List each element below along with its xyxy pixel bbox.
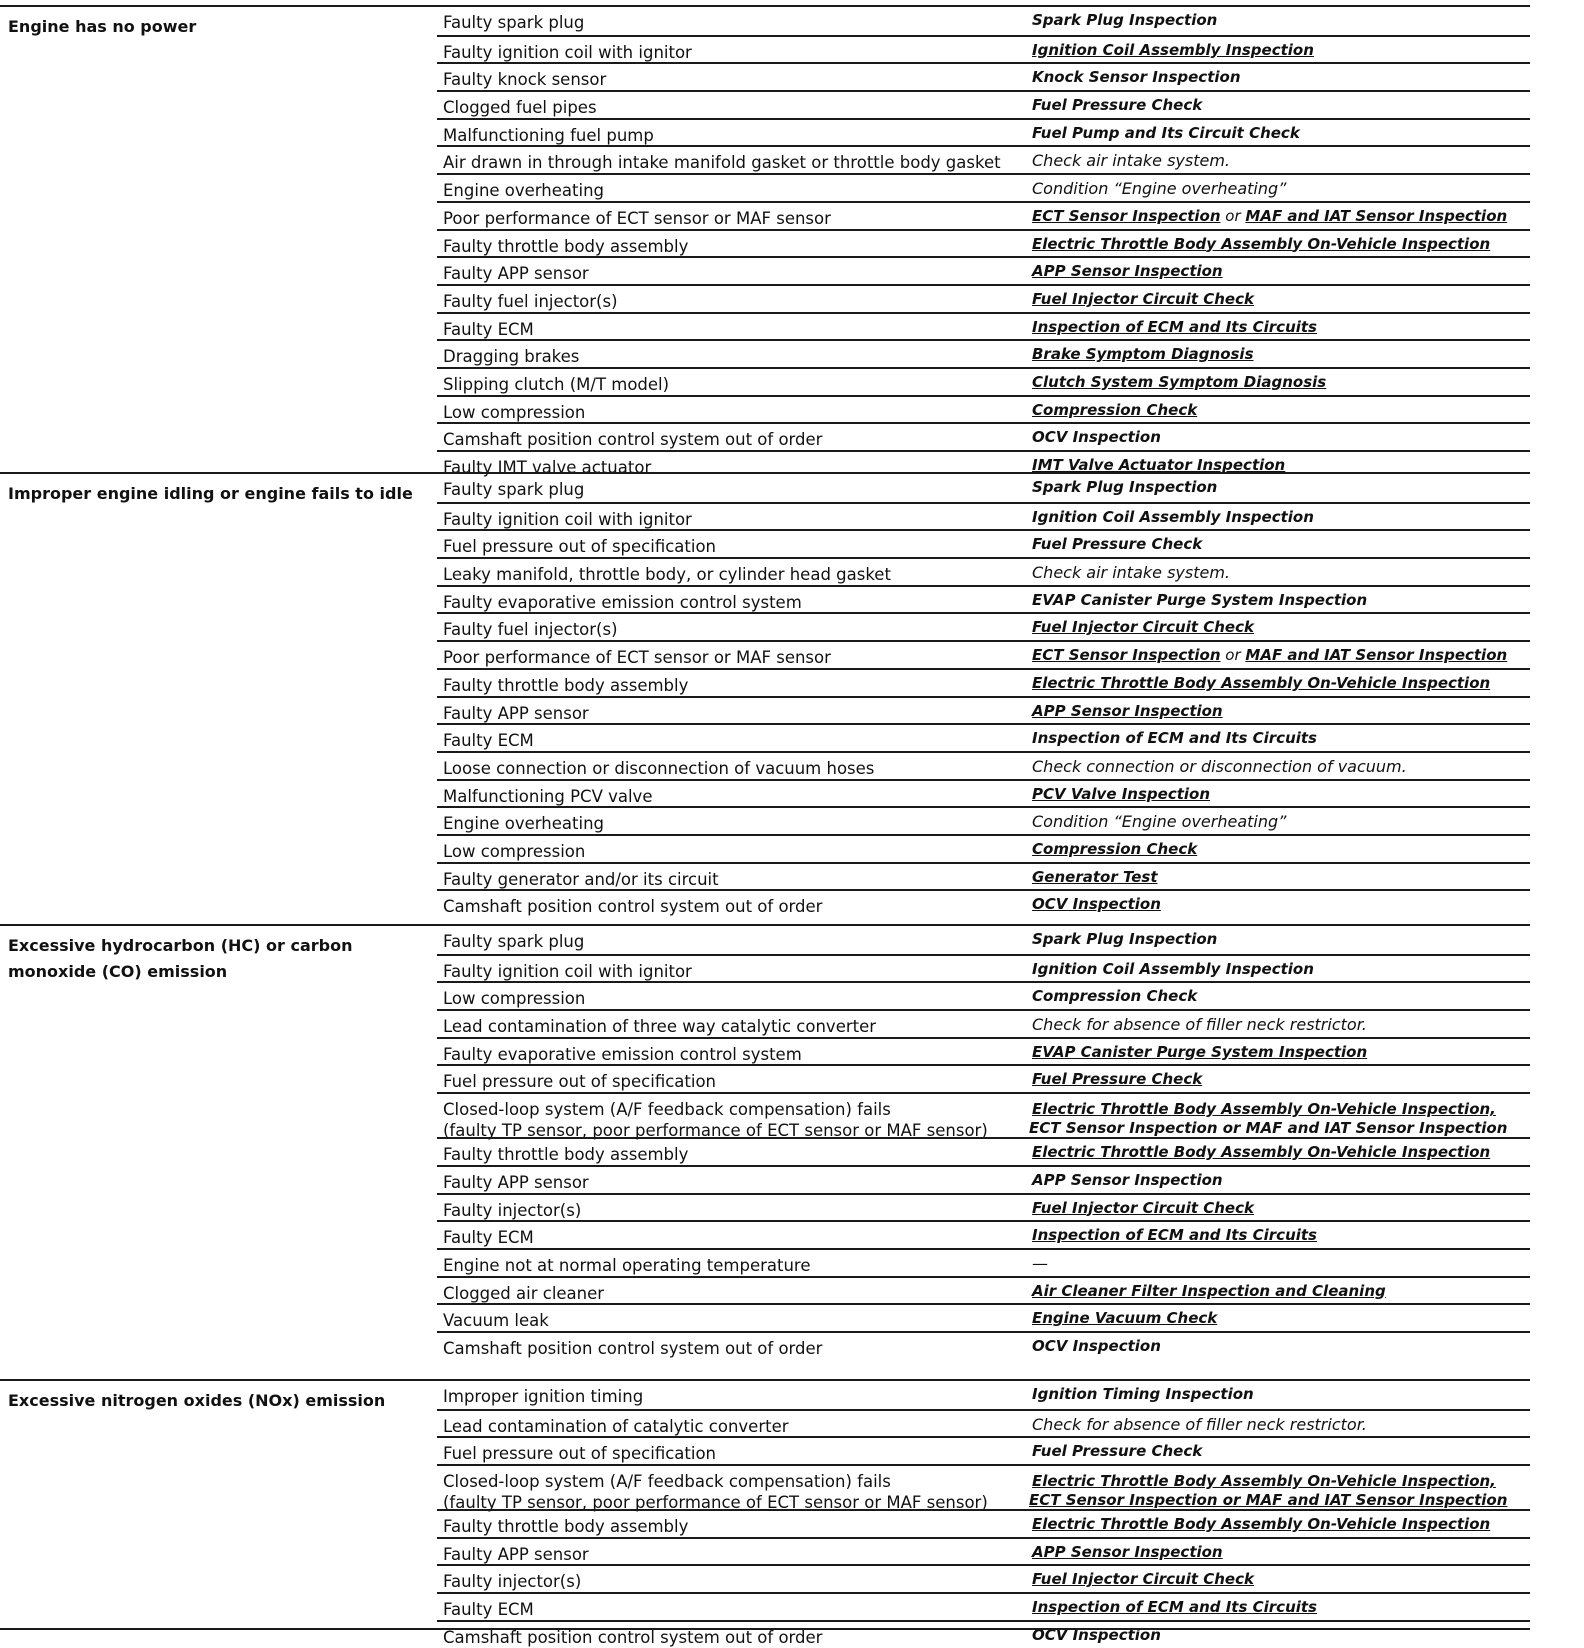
table-row	[437, 118, 1530, 146]
possible-cause: Faulty spark plug	[443, 13, 585, 32]
table-row	[437, 145, 1530, 173]
possible-cause: Faulty injector(s)	[443, 1572, 582, 1592]
possible-cause: Faulty APP sensor	[443, 264, 589, 284]
table-row	[437, 339, 1530, 367]
possible-cause: Poor performance of ECT sensor or MAF sensor	[443, 208, 831, 228]
table-row	[437, 1276, 1530, 1304]
reference-link[interactable]	[1032, 207, 1527, 226]
table-row	[437, 954, 1530, 982]
condition-group	[0, 924, 1530, 1359]
possible-cause: Faulty throttle body assembly	[443, 675, 689, 695]
reference-link[interactable]: Compression Check	[1032, 839, 1198, 858]
possible-cause: Faulty ECM	[443, 1228, 534, 1248]
possible-cause: Malfunctioning fuel pump	[443, 125, 654, 145]
cause-rows	[437, 7, 1530, 478]
table-row	[437, 1592, 1530, 1620]
ref-part: Electric Throttle Body Assembly On-Vehicle Inspection,	[1032, 1472, 1496, 1491]
reference-link[interactable]: Spark Plug Inspection	[1032, 11, 1218, 29]
possible-cause: Improper ignition timing	[443, 1387, 644, 1406]
reference-link[interactable]: Electric Throttle Body Assembly On-Vehicle Inspection	[1032, 1143, 1491, 1162]
table-row	[437, 889, 1530, 917]
possible-cause: Clogged fuel pipes	[443, 98, 597, 118]
possible-cause: Camshaft position control system out of order	[443, 430, 823, 450]
reference-link[interactable]: Fuel Pump and Its Circuit Check	[1032, 123, 1300, 142]
table-row	[437, 1193, 1530, 1221]
table-row	[437, 981, 1530, 1009]
possible-cause: Loose connection or disconnection of vacuum hoses	[443, 758, 875, 778]
reference-link[interactable]: Brake Symptom Diagnosis	[1032, 345, 1254, 364]
reference-link[interactable]: Generator Test	[1032, 867, 1158, 886]
reference-link[interactable]: OCV Inspection	[1032, 428, 1161, 447]
table-row	[437, 529, 1530, 557]
reference-link[interactable]: Fuel Pressure Check	[1032, 535, 1203, 554]
possible-cause: Faulty ECM	[443, 319, 534, 339]
table-row	[437, 474, 1530, 502]
table-row	[437, 585, 1530, 613]
ref-part: ECT Sensor Inspection or MAF and IAT Sensor Inspection	[1029, 1491, 1508, 1510]
possible-cause: Faulty IMT valve actuator	[443, 458, 652, 477]
reference-link[interactable]: Inspection of ECM and Its Circuits	[1032, 317, 1317, 336]
possible-cause: Faulty ECM	[443, 1600, 534, 1620]
table-row	[437, 35, 1530, 63]
possible-cause: Faulty spark plug	[443, 480, 585, 499]
possible-cause: Air drawn in through intake manifold gasket or throttle body gasket	[443, 153, 1001, 173]
ref-part: or	[1220, 206, 1246, 225]
reference-link[interactable]: Fuel Pressure Check	[1032, 1070, 1203, 1089]
table-row	[437, 1509, 1530, 1537]
table-row	[437, 1464, 1530, 1513]
reference-link[interactable]: Fuel Injector Circuit Check	[1032, 1570, 1254, 1589]
reference-link[interactable]: Ignition Coil Assembly Inspection	[1032, 40, 1314, 59]
reference-link[interactable]: Air Cleaner Filter Inspection and Cleaning	[1032, 1281, 1386, 1300]
cause-rows	[437, 926, 1530, 1359]
possible-cause: Faulty ignition coil with ignitor	[443, 961, 692, 981]
possible-cause: Faulty generator and/or its circuit	[443, 869, 719, 889]
table-row	[437, 779, 1530, 807]
reference-link[interactable]: Electric Throttle Body Assembly On-Vehicle Inspection	[1032, 234, 1491, 253]
possible-cause: Camshaft position control system out of order	[443, 897, 823, 917]
possible-cause: Low compression	[443, 402, 586, 422]
reference-link: Check connection or disconnection of vacuum.	[1032, 756, 1407, 776]
possible-cause: Closed-loop system (A/F feedback compensation) fails (faulty TP sensor, poor performance of ECT sensor or MAF sensor)	[443, 1100, 988, 1141]
reference-link[interactable]: APP Sensor Inspection	[1032, 1542, 1223, 1561]
reference-link[interactable]: APP Sensor Inspection	[1032, 1170, 1223, 1189]
reference-link[interactable]: PCV Valve Inspection	[1032, 784, 1211, 803]
reference-link[interactable]	[1029, 1472, 1527, 1510]
possible-cause: Faulty injector(s)	[443, 1200, 582, 1220]
possible-cause: Closed-loop system (A/F feedback compensation) fails (faulty TP sensor, poor performance of ECT sensor or MAF sensor)	[443, 1472, 988, 1513]
possible-cause: Slipping clutch (M/T model)	[443, 374, 670, 394]
table-row	[437, 1037, 1530, 1065]
table-row	[437, 284, 1530, 312]
table-row	[437, 1064, 1530, 1092]
table-row	[437, 7, 1530, 35]
table-bottom-rule	[0, 1628, 1530, 1630]
possible-cause: Faulty fuel injector(s)	[443, 291, 618, 311]
reference-link[interactable]: Ignition Timing Inspection	[1032, 1385, 1254, 1403]
reference-link[interactable]: OCV Inspection	[1032, 1625, 1161, 1644]
reference-link[interactable]	[1032, 646, 1527, 665]
reference-link[interactable]: Electric Throttle Body Assembly On-Vehicle Inspection	[1032, 1515, 1491, 1534]
table-row	[437, 312, 1530, 340]
possible-cause: Engine not at normal operating temperature	[443, 1255, 811, 1275]
possible-cause: Dragging brakes	[443, 347, 580, 367]
reference-link[interactable]: Inspection of ECM and Its Circuits	[1032, 729, 1317, 748]
reference-link[interactable]: EVAP Canister Purge System Inspection	[1032, 590, 1368, 609]
reference-link[interactable]: Engine Vacuum Check	[1032, 1309, 1218, 1328]
possible-cause: Malfunctioning PCV valve	[443, 786, 653, 806]
reference-link[interactable]: Spark Plug Inspection	[1032, 478, 1218, 496]
possible-cause: Faulty APP sensor	[443, 1544, 589, 1564]
condition-group	[0, 1379, 1530, 1648]
reference-link[interactable]: Fuel Pressure Check	[1032, 96, 1203, 115]
reference-link[interactable]: Inspection of ECM and Its Circuits	[1032, 1598, 1317, 1617]
possible-cause: Lead contamination of catalytic converter	[443, 1416, 789, 1436]
reference-link[interactable]: Ignition Coil Assembly Inspection	[1032, 959, 1314, 978]
table-row	[437, 1620, 1530, 1648]
reference-link[interactable]: Fuel Pressure Check	[1032, 1442, 1203, 1461]
possible-cause: Faulty knock sensor	[443, 70, 607, 90]
table-row	[437, 1537, 1530, 1565]
reference-link[interactable]: Compression Check	[1032, 400, 1198, 419]
reference-link[interactable]: Fuel Injector Circuit Check	[1032, 289, 1254, 308]
table-row	[437, 668, 1530, 696]
table-row	[437, 422, 1530, 450]
ref-part: MAF and IAT Sensor Inspection	[1245, 206, 1508, 225]
reference-link[interactable]: OCV Inspection	[1032, 895, 1161, 914]
possible-cause: Faulty ignition coil with ignitor	[443, 42, 692, 62]
table-row	[437, 62, 1530, 90]
table-row	[437, 256, 1530, 284]
table-row	[437, 1009, 1530, 1037]
table-row	[437, 90, 1530, 118]
condition-label: Engine has no power	[8, 17, 197, 36]
reference-link[interactable]: Inspection of ECM and Its Circuits	[1032, 1226, 1317, 1245]
table-row	[437, 201, 1530, 229]
table-row	[437, 1092, 1530, 1141]
reference-link: Condition “Engine overheating”	[1032, 812, 1287, 832]
table-row	[437, 1165, 1530, 1193]
reference-link: Check for absence of filler neck restrictor.	[1032, 1015, 1367, 1035]
reference-link: Check air intake system.	[1032, 563, 1231, 583]
table-row	[437, 395, 1530, 423]
ref-part: Electric Throttle Body Assembly On-Vehicle Inspection,	[1032, 1100, 1496, 1119]
condition-group	[0, 472, 1530, 917]
table-row	[437, 640, 1530, 668]
reference-link[interactable]: APP Sensor Inspection	[1032, 262, 1223, 281]
possible-cause: Faulty throttle body assembly	[443, 1517, 689, 1537]
possible-cause: Fuel pressure out of specification	[443, 1444, 717, 1464]
table-row	[437, 1409, 1530, 1437]
table-row	[437, 1436, 1530, 1464]
reference-link: Check air intake system.	[1032, 151, 1231, 171]
reference-link[interactable]: OCV Inspection	[1032, 1336, 1161, 1355]
possible-cause: Camshaft position control system out of order	[443, 1627, 823, 1647]
table-row	[437, 173, 1530, 201]
reference-link[interactable]: APP Sensor Inspection	[1032, 701, 1223, 720]
possible-cause: Poor performance of ECT sensor or MAF sensor	[443, 648, 831, 668]
table-row	[437, 1137, 1530, 1165]
possible-cause: Faulty evaporative emission control system	[443, 592, 802, 612]
table-row	[437, 502, 1530, 530]
ref-part: MAF and IAT Sensor Inspection	[1245, 646, 1508, 665]
reference-link[interactable]: Spark Plug Inspection	[1032, 930, 1218, 948]
possible-cause: Engine overheating	[443, 181, 605, 201]
table-row	[437, 229, 1530, 257]
possible-cause: Faulty evaporative emission control system	[443, 1044, 802, 1064]
reference-link: Condition “Engine overheating”	[1032, 179, 1287, 199]
table-row	[437, 751, 1530, 779]
possible-cause: Fuel pressure out of specification	[443, 537, 717, 557]
reference-link[interactable]: EVAP Canister Purge System Inspection	[1032, 1042, 1368, 1061]
possible-cause: Lead contamination of three way catalytic converter	[443, 1017, 877, 1037]
condition-label: Excessive hydrocarbon (HC) or carbon monoxide (CO) emission	[8, 936, 353, 981]
table-row	[437, 612, 1530, 640]
ref-part: ECT Sensor Inspection or MAF and IAT Sensor Inspection	[1029, 1119, 1508, 1138]
ref-part: ECT Sensor Inspection	[1032, 206, 1221, 225]
table-row	[437, 806, 1530, 834]
reference-link[interactable]	[1029, 1100, 1527, 1138]
cause-rows	[437, 1381, 1530, 1648]
possible-cause: Engine overheating	[443, 814, 605, 834]
table-row	[437, 862, 1530, 890]
possible-cause: Leaky manifold, throttle body, or cylinder head gasket	[443, 565, 891, 585]
reference-link[interactable]: Clutch System Symptom Diagnosis	[1032, 372, 1327, 391]
table-row	[437, 1220, 1530, 1248]
cause-rows	[437, 474, 1530, 917]
possible-cause: Faulty throttle body assembly	[443, 1145, 689, 1165]
possible-cause: Vacuum leak	[443, 1311, 549, 1331]
possible-cause: Faulty ECM	[443, 731, 534, 751]
reference-link[interactable]: Ignition Coil Assembly Inspection	[1032, 507, 1314, 526]
possible-cause: Faulty ignition coil with ignitor	[443, 509, 692, 529]
reference-link[interactable]: Knock Sensor Inspection	[1032, 68, 1241, 87]
condition-label: Excessive nitrogen oxides (NOx) emission	[8, 1391, 386, 1410]
reference-link: —	[1032, 1253, 1048, 1273]
possible-cause: Faulty APP sensor	[443, 703, 589, 723]
possible-cause: Low compression	[443, 841, 586, 861]
table-row	[437, 1248, 1530, 1276]
reference-link: Check for absence of filler neck restrictor.	[1032, 1414, 1367, 1434]
table-row	[437, 834, 1530, 862]
table-row	[437, 1564, 1530, 1592]
condition-label: Improper engine idling or engine fails to idle	[8, 484, 413, 503]
reference-link[interactable]: Fuel Injector Circuit Check	[1032, 1198, 1254, 1217]
possible-cause: Low compression	[443, 989, 586, 1009]
possible-cause: Faulty fuel injector(s)	[443, 620, 618, 640]
reference-link[interactable]: Fuel Injector Circuit Check	[1032, 618, 1254, 637]
possible-cause: Faulty APP sensor	[443, 1172, 589, 1192]
ref-part: or	[1220, 646, 1246, 665]
possible-cause: Faulty spark plug	[443, 932, 585, 951]
possible-cause: Fuel pressure out of specification	[443, 1072, 717, 1092]
reference-link[interactable]: Compression Check	[1032, 987, 1198, 1006]
possible-cause: Camshaft position control system out of order	[443, 1338, 823, 1358]
table-row	[437, 367, 1530, 395]
table-row	[437, 1303, 1530, 1331]
table-row	[437, 723, 1530, 751]
table-row	[437, 696, 1530, 724]
reference-link[interactable]: Electric Throttle Body Assembly On-Vehicle Inspection	[1032, 673, 1491, 692]
table-row	[437, 926, 1530, 954]
table-row	[437, 557, 1530, 585]
ref-part: ECT Sensor Inspection	[1032, 646, 1221, 665]
condition-group	[0, 5, 1530, 478]
table-row	[437, 1331, 1530, 1359]
possible-cause: Faulty throttle body assembly	[443, 236, 689, 256]
possible-cause: Clogged air cleaner	[443, 1283, 605, 1303]
reference-link[interactable]: IMT Valve Actuator Inspection	[1032, 456, 1286, 474]
table-row	[437, 1381, 1530, 1409]
